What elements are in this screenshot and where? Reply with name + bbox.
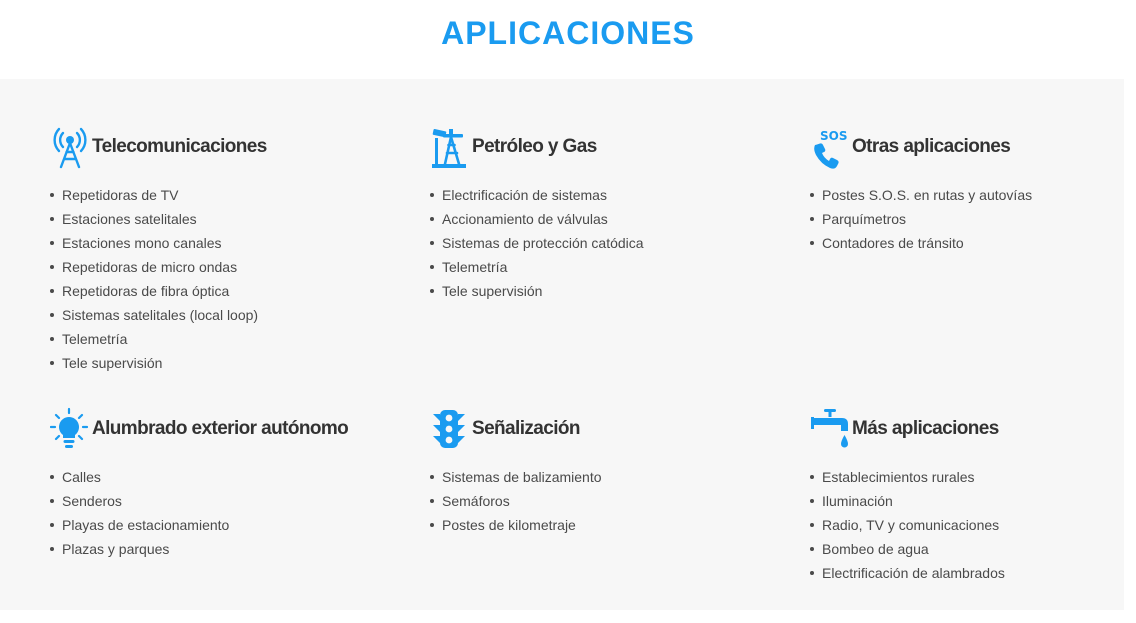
list-item: Repetidoras de TV (50, 183, 410, 207)
list-item: Tele supervisión (430, 279, 790, 303)
list-item: Bombeo de agua (810, 537, 1136, 561)
list-item: Iluminación (810, 489, 1136, 513)
water-faucet-icon (810, 407, 850, 451)
list-item: Sistemas satelitales (local loop) (50, 303, 410, 327)
list-item: Electrificación de sistemas (430, 183, 790, 207)
list-item: Repetidoras de fibra óptica (50, 279, 410, 303)
section-alumbrado (50, 407, 410, 561)
section-list (810, 183, 1136, 255)
list-item: Telemetría (430, 255, 790, 279)
section-list (50, 183, 410, 375)
list-item: Telemetría (50, 327, 410, 351)
list-item: Accionamiento de válvulas (430, 207, 790, 231)
list-item: Contadores de tránsito (810, 231, 1136, 255)
section-list (810, 465, 1136, 585)
list-item: Calles (50, 465, 410, 489)
list-item: Postes de kilometraje (430, 513, 790, 537)
list-item: Semáforos (430, 489, 790, 513)
list-item: Tele supervisión (50, 351, 410, 375)
section-title: Más aplicaciones (852, 418, 999, 439)
list-item: Estaciones mono canales (50, 231, 410, 255)
list-item: Establecimientos rurales (810, 465, 1136, 489)
section-senalizacion (430, 407, 790, 537)
applications-panel (0, 79, 1124, 610)
list-item: Parquímetros (810, 207, 1136, 231)
list-item: Electrificación de alambrados (810, 561, 1136, 585)
section-petroleo-gas (430, 125, 790, 303)
section-title: Petróleo y Gas (472, 136, 597, 157)
list-item: Radio, TV y comunicaciones (810, 513, 1136, 537)
section-title: Otras aplicaciones (852, 136, 1011, 157)
section-list (50, 465, 410, 561)
list-item: Repetidoras de micro ondas (50, 255, 410, 279)
antenna-tower-icon (50, 125, 90, 169)
section-list (430, 465, 790, 537)
svg-text:SOS: SOS (820, 129, 848, 143)
section-mas-aplicaciones (810, 407, 1136, 585)
list-item: Postes S.O.S. en rutas y autovías (810, 183, 1136, 207)
list-item: Senderos (50, 489, 410, 513)
section-otras-aplicaciones (810, 125, 1136, 255)
list-item: Sistemas de protección catódica (430, 231, 790, 255)
light-bulb-icon (50, 407, 90, 451)
list-item: Estaciones satelitales (50, 207, 410, 231)
sos-phone-icon (810, 125, 850, 169)
list-item: Sistemas de balizamiento (430, 465, 790, 489)
oil-pump-icon (430, 125, 470, 169)
traffic-light-icon (430, 407, 470, 451)
section-title: Alumbrado exterior autónomo (92, 418, 349, 439)
section-telecomunicaciones (50, 125, 410, 375)
section-title: Señalización (472, 418, 580, 439)
list-item: Plazas y parques (50, 537, 410, 561)
section-list (430, 183, 790, 303)
section-title: Telecomunicaciones (92, 136, 267, 157)
page-title: APLICACIONES (441, 15, 695, 51)
list-item: Playas de estacionamiento (50, 513, 410, 537)
